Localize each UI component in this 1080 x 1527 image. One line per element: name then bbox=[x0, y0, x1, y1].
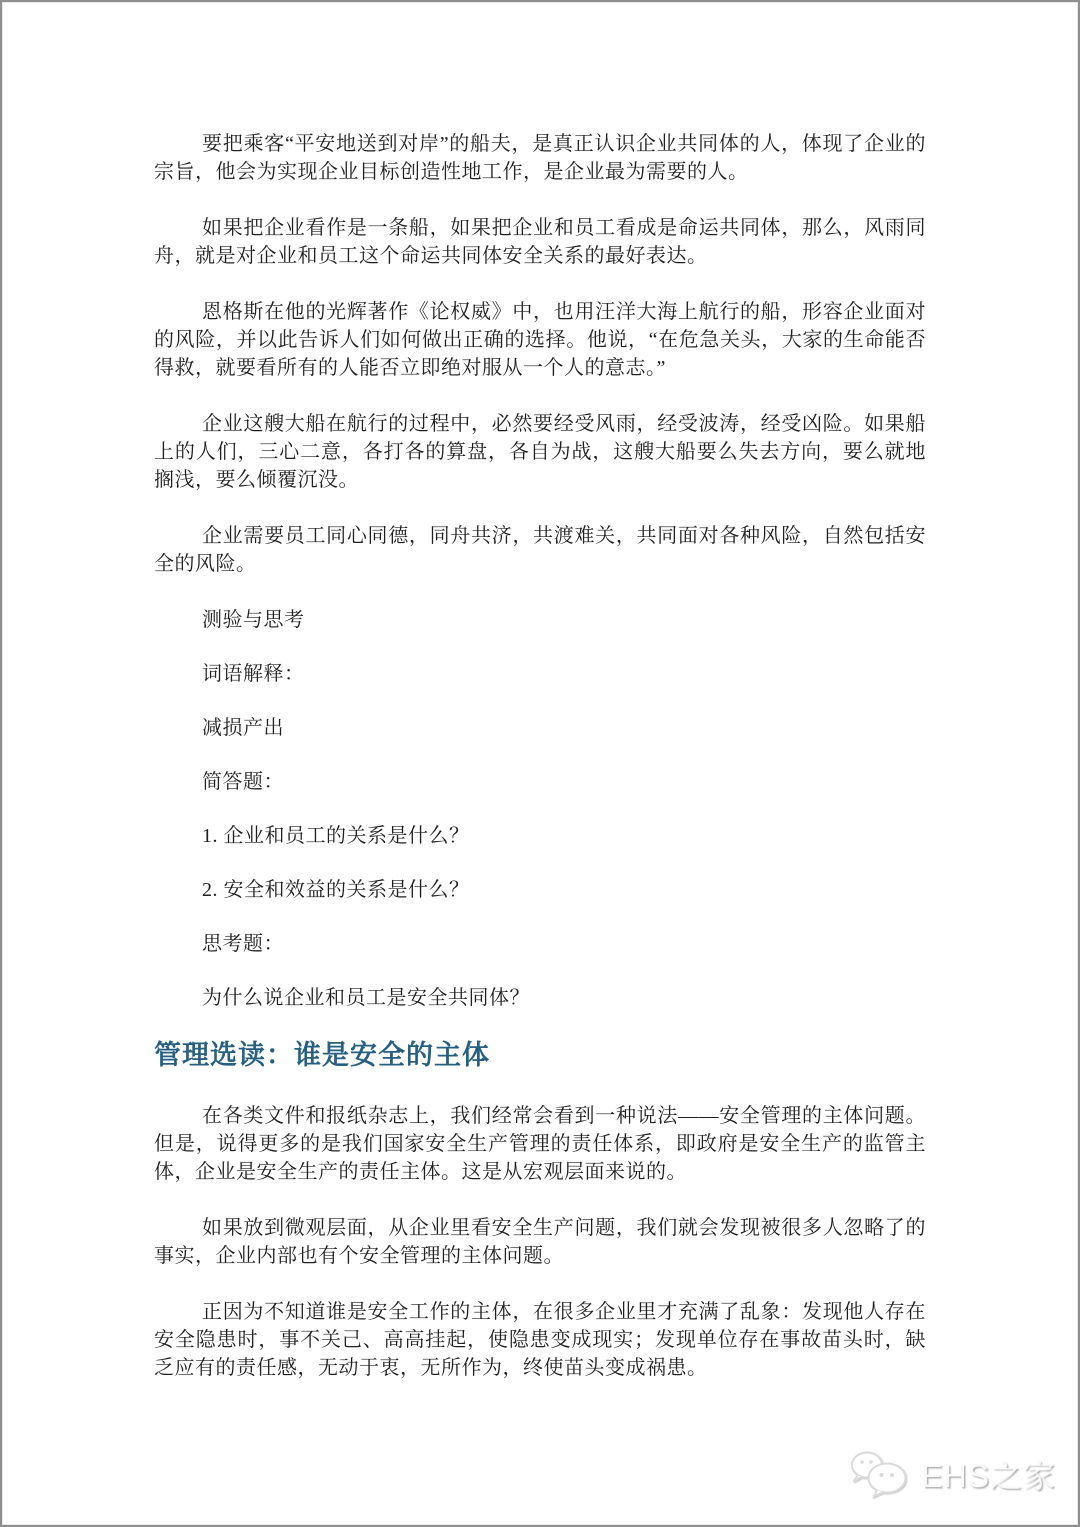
exercise-label: 思考题： bbox=[202, 933, 284, 955]
paragraph: 恩格斯在他的光辉著作《论权威》中，也用汪洋大海上航行的船，形容企业面对的风险，并以此告诉人们如何做出正确的选择。他说，“在危急关头，大家的生命能否得救，就要看所有的人能否立即绝对服从一个人的意志。” bbox=[154, 301, 926, 379]
watermark-label: EHS之家 bbox=[921, 1458, 1056, 1494]
paragraph: 要把乘客“平安地送到对岸”的船夫，是真正认识企业共同体的人，体现了企业的宗旨，他会为实现企业目标创造性地工作，是企业最为需要的人。 bbox=[154, 133, 926, 183]
paragraph: 如果放到微观层面，从企业里看安全生产问题，我们就会发现被很多人忽略了的事实，企业内部也有个安全管理的主体问题。 bbox=[154, 1217, 926, 1267]
exercise-label: 词语解释： bbox=[202, 663, 305, 685]
exercise-label: 简答题： bbox=[202, 771, 284, 793]
exercise-question: 为什么说企业和员工是安全共同体？ bbox=[202, 987, 530, 1009]
exercise-question: 1. 企业和员工的关系是什么？ bbox=[202, 825, 470, 847]
wechat-icon bbox=[847, 1449, 913, 1499]
exercise-question: 2. 安全和效益的关系是什么？ bbox=[202, 879, 470, 901]
watermark bbox=[847, 1449, 1056, 1499]
paragraph: 在各类文件和报纸杂志上，我们经常会看到一种说法——安全管理的主体问题。但是，说得更多的是我们国家安全生产管理的责任体系，即政府是安全生产的监管主体，企业是安全生产的责任主体。这是从宏观层面来说的。 bbox=[154, 1105, 926, 1183]
section-heading: 管理选读：谁是安全的主体 bbox=[154, 1040, 490, 1070]
exercise-term: 减损产出 bbox=[202, 717, 284, 739]
document-content bbox=[154, 130, 926, 1410]
paragraph: 企业这艘大船在航行的过程中，必然要经受风雨，经受波涛，经受凶险。如果船上的人们，三心二意，各打各的算盘，各自为战，这艘大船要么失去方向，要么就地搁浅，要么倾覆沉没。 bbox=[154, 413, 926, 491]
paragraph: 正因为不知道谁是安全工作的主体，在很多企业里才充满了乱象：发现他人存在安全隐患时，事不关己、高高挂起，使隐患变成现实；发现单位存在事故苗头时，缺乏应有的责任感，无动于衷，无所作为，终使苗头变成祸患。 bbox=[154, 1301, 926, 1379]
paragraph: 企业需要员工同心同德，同舟共济，共渡难关，共同面对各种风险，自然包括安全的风险。 bbox=[154, 525, 926, 575]
paragraph: 如果把企业看作是一条船，如果把企业和员工看成是命运共同体，那么，风雨同舟，就是对企业和员工这个命运共同体安全关系的最好表达。 bbox=[154, 217, 926, 267]
exercise-section-title: 测验与思考 bbox=[202, 609, 305, 631]
